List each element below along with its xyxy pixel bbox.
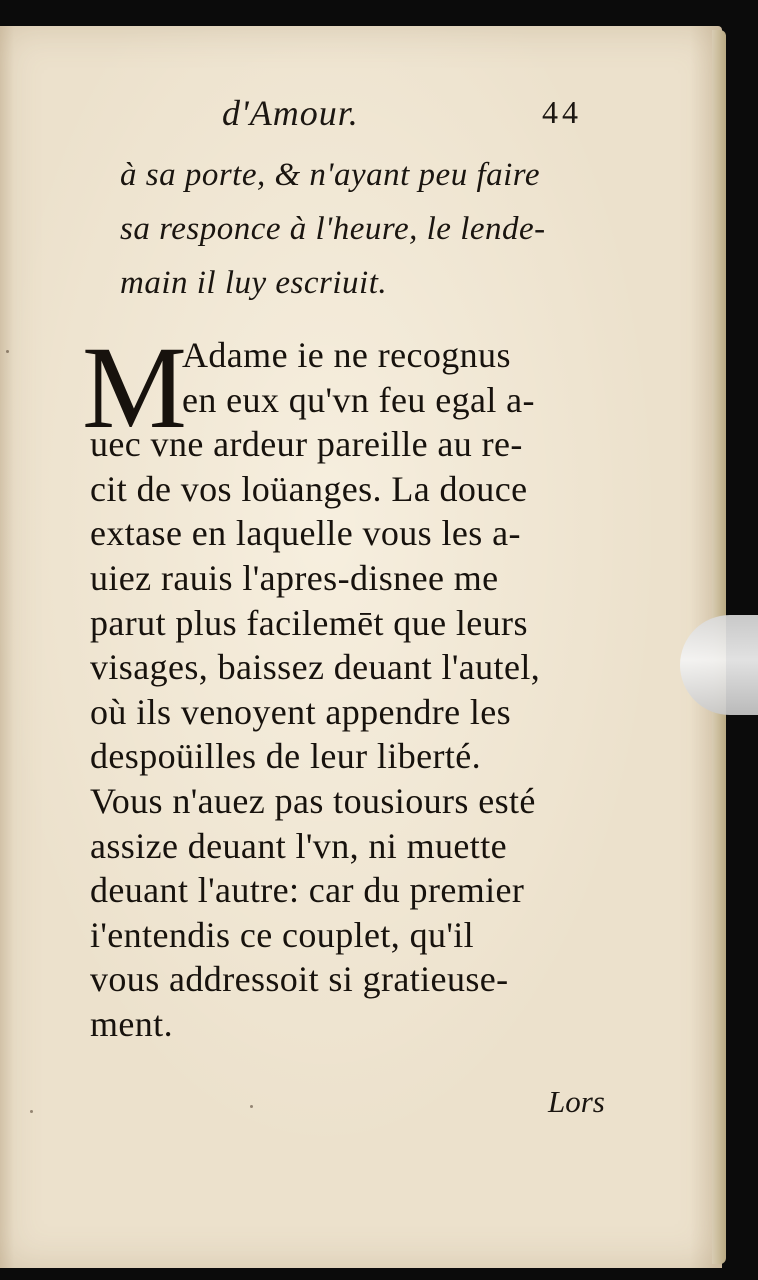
body-line: ment. xyxy=(90,1003,173,1044)
italic-line: sa responce à l'heure, le lende- xyxy=(120,211,546,247)
paper-speck xyxy=(6,350,9,353)
body-line: despoüilles de leur liberté. xyxy=(90,736,482,777)
body-line: vous addressoit si gratieuse- xyxy=(90,959,509,1000)
italic-line: main il luy escriuit. xyxy=(120,265,388,301)
body-line: Vous n'auez pas tousiours esté xyxy=(90,780,536,821)
running-head xyxy=(0,92,722,140)
letter-body xyxy=(90,333,620,1047)
paper-speck xyxy=(250,1105,253,1108)
paper-speck xyxy=(30,1110,33,1113)
italic-intro xyxy=(120,148,620,310)
body-line: Adame ie ne recognus xyxy=(182,335,511,375)
body-line: i'entendis ce couplet, qu'il xyxy=(90,914,475,955)
body-line: assize deuant l'vn, ni muette xyxy=(90,825,507,866)
body-line: cit de vos loüanges. La douce xyxy=(90,468,528,509)
body-line: parut plus facilemēt que leurs xyxy=(90,602,528,643)
body-line: où ils venoyent appendre les xyxy=(90,691,512,732)
drop-cap: M xyxy=(82,322,185,453)
body-line: deuant l'autre: car du premier xyxy=(90,870,525,911)
body-line: visages, baissez deuant l'autel, xyxy=(90,647,541,688)
page-number: 44 xyxy=(542,94,582,130)
body-line: extase en laquelle vous les a- xyxy=(90,513,521,554)
italic-line: à sa porte, & n'ayant peu faire xyxy=(120,157,541,193)
catchword: Lors xyxy=(548,1084,605,1119)
body-line: uec vne ardeur pareille au re- xyxy=(90,424,523,465)
body-line: uiez rauis l'apres-disnee me xyxy=(90,557,499,598)
body-line: en eux qu'vn feu egal a- xyxy=(182,379,535,420)
running-head-title: d'Amour. xyxy=(222,93,359,133)
